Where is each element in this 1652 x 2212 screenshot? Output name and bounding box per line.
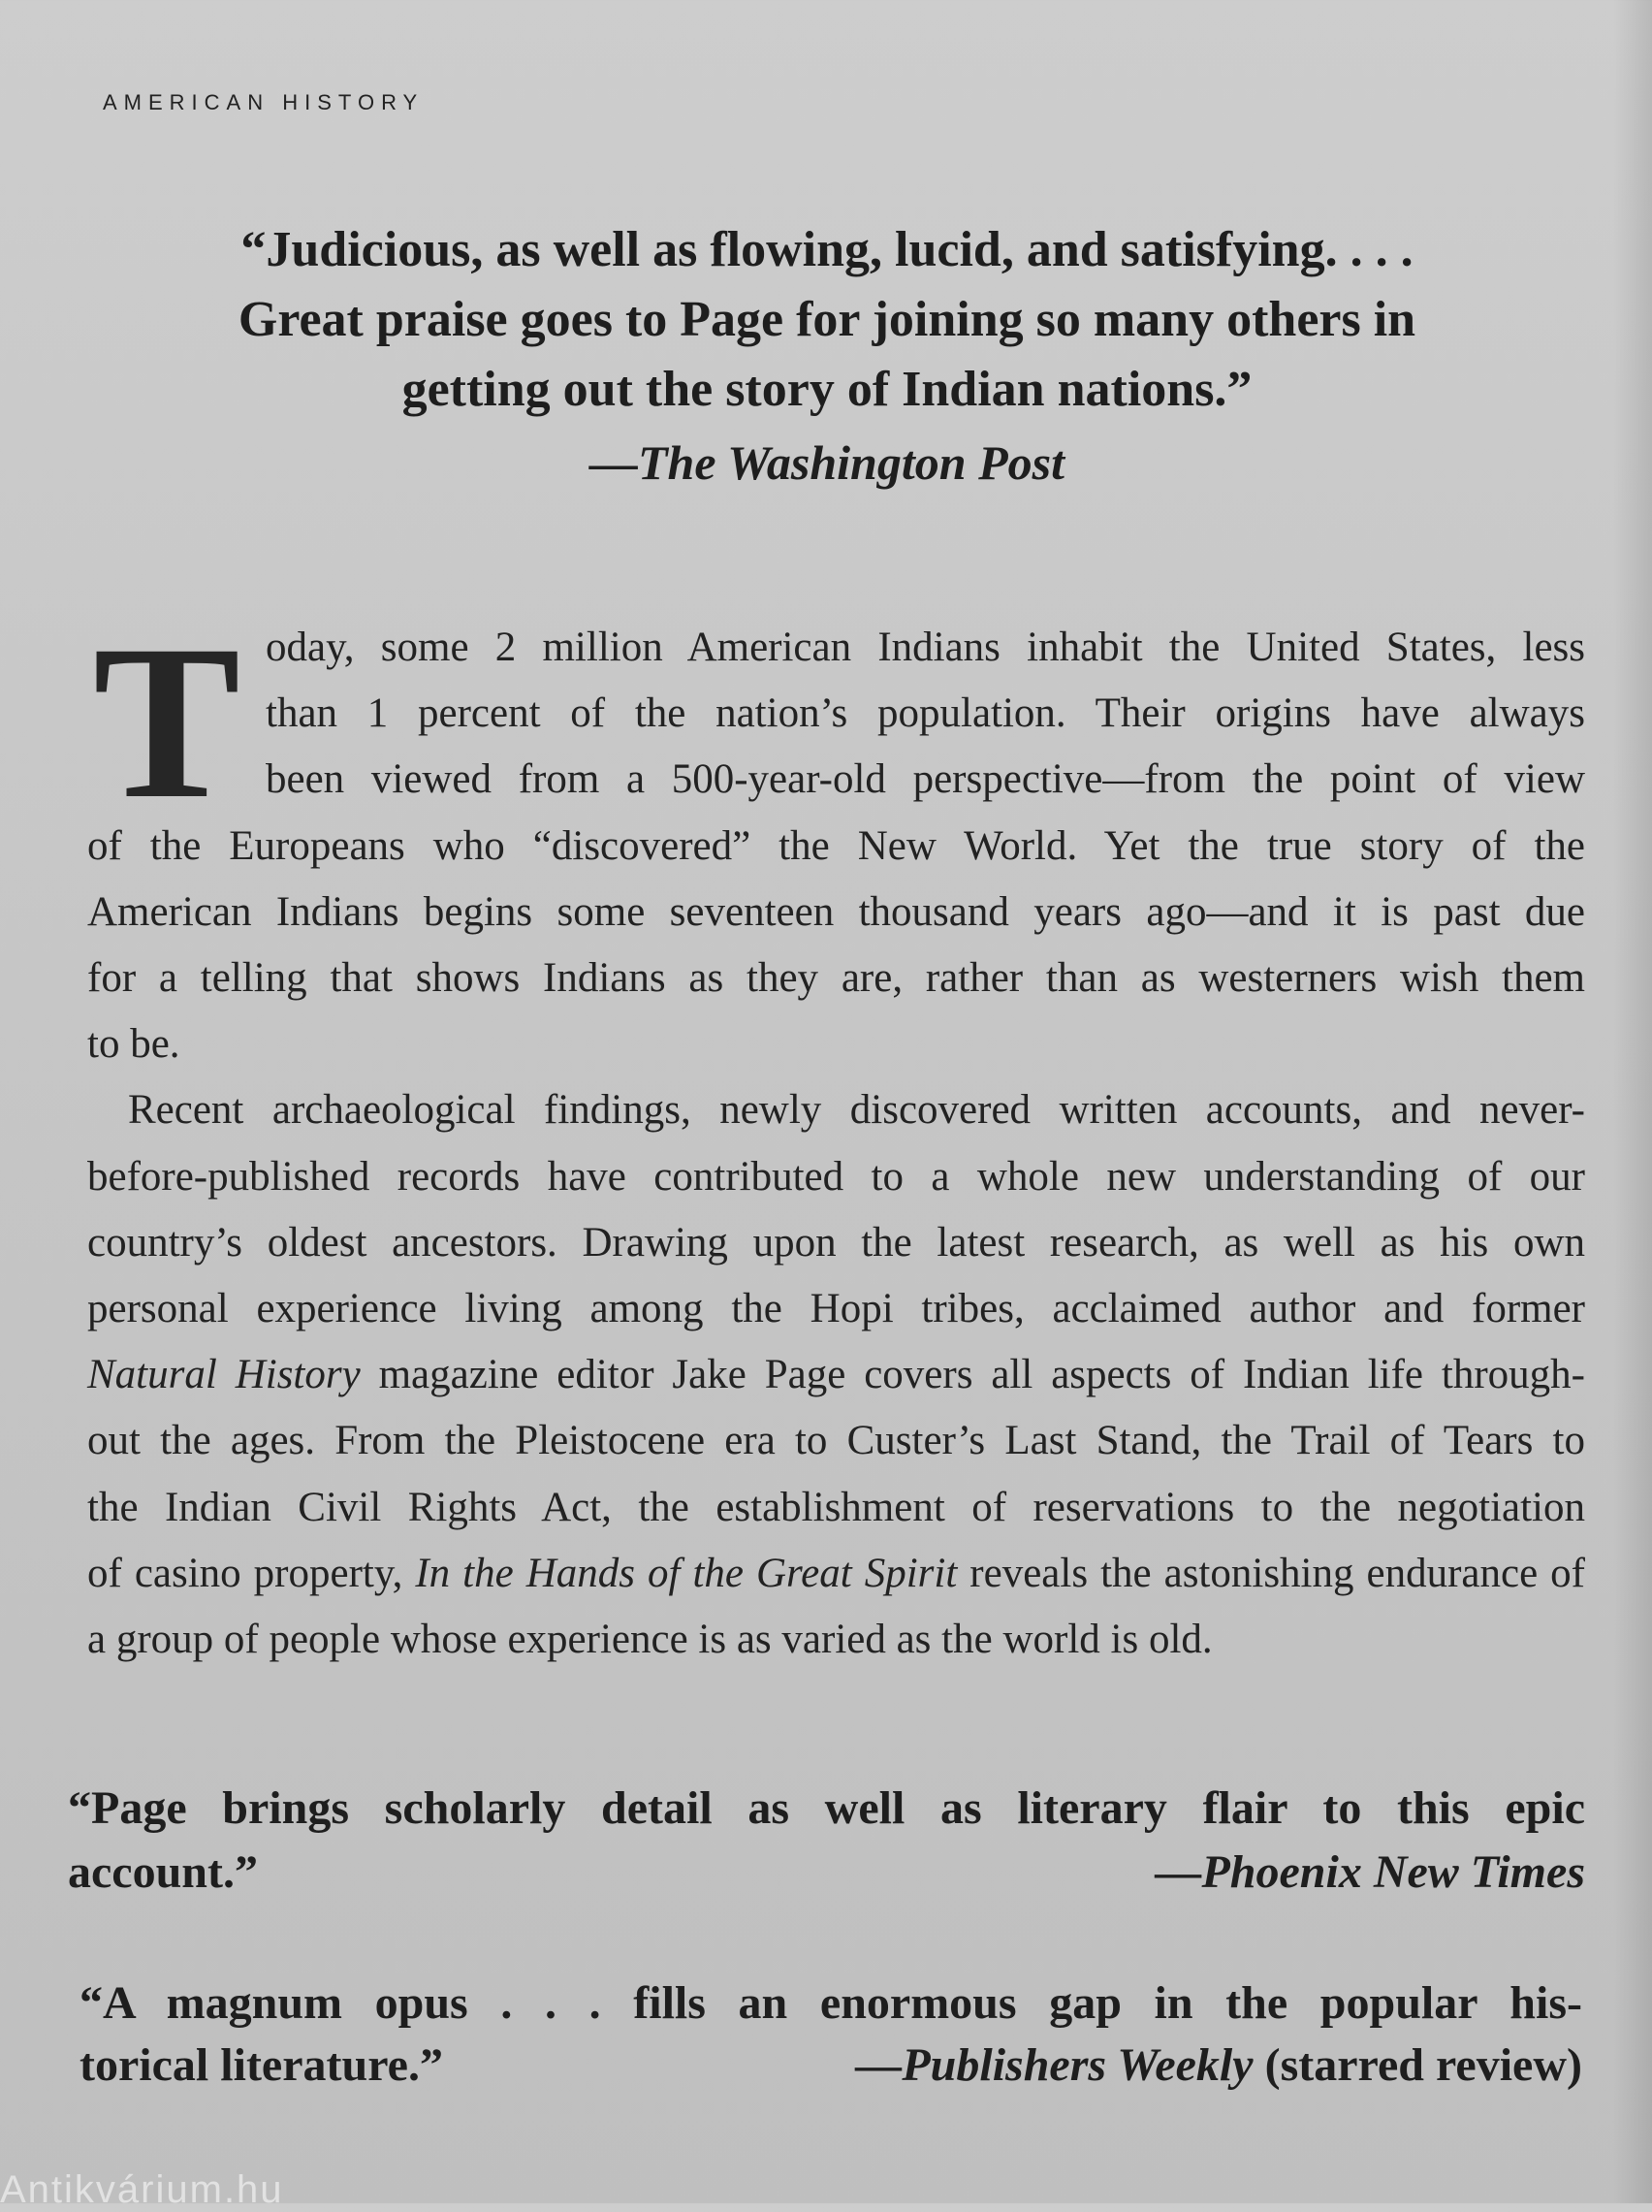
text-line: for a telling that shows Indians as they are, rather than as westerners wish them (87, 955, 1585, 1002)
text-line: oday, some 2 million American Indians inhabit the United States, less (266, 625, 1585, 670)
drop-cap: T (93, 600, 241, 845)
page-edge-shadow (1613, 0, 1652, 2203)
book-description (87, 600, 1585, 1673)
text-line: personal experience living among the Hopi tribes, acclaimed author and former (87, 1286, 1585, 1332)
description-paragraph-1 (87, 600, 1585, 1077)
text-line (87, 1541, 1585, 1607)
text-line: out the ages. From the Pleistocene era to Custer’s Last Stand, the Trail of Tears to (87, 1418, 1585, 1464)
quote-line: “A magnum opus . . . fills an enormous gap in the popular his- (79, 1977, 1582, 2029)
quote-line: account.” (68, 1846, 258, 1898)
review-source-note: (starred review) (1253, 2039, 1582, 2091)
quote-line: Great praise goes to Page for joining so many others in (238, 292, 1416, 347)
quote-closing-row (79, 2035, 1582, 2097)
description-paragraph-2 (87, 1077, 1585, 1673)
text-line: of the Europeans who “discovered” the New World. Yet the true story of the (87, 822, 1585, 869)
watermark: Antikvárium.hu (0, 2168, 284, 2211)
quote-line: “Page brings scholarly detail as well as literary flair to this epic (68, 1782, 1585, 1834)
quote-line: “Judicious, as well as flowing, lucid, and satisfying. . . . (240, 222, 1414, 277)
text-segment: of casino property, (87, 1550, 416, 1596)
text-line: to be. (87, 1021, 180, 1068)
text-line: American Indians begins some seventeen thousand years ago—and it is past due (87, 888, 1585, 935)
magazine-title: Natural History (87, 1352, 361, 1398)
text-line: than 1 percent of the nation’s population. Their origins have always (266, 690, 1585, 737)
text-line: Recent archaeological findings, newly discovered written accounts, and never- (128, 1087, 1585, 1134)
review-source (855, 2035, 1582, 2097)
text-line: been viewed from a 500-year-old perspective—from the point of view (266, 756, 1585, 803)
text-line: country’s oldest ancestors. Drawing upon the latest research, as well as his own (87, 1219, 1585, 1266)
washington-post-attribution: —The Washington Post (589, 435, 1064, 490)
review-source-name: —Publishers Weekly (855, 2039, 1254, 2091)
phoenix-new-times-review (68, 1777, 1585, 1905)
text-segment: reveals the astonishing endurance of (957, 1550, 1585, 1596)
quote-line: torical literature.” (79, 2039, 443, 2091)
review-source: —Phoenix New Times (1155, 1846, 1585, 1898)
quote-closing-row (68, 1841, 1585, 1905)
text-line: a group of people whose experience is as varied as the world is old. (87, 1617, 1213, 1663)
text-segment: magazine editor Jake Page covers all aspects of Indian life through- (360, 1352, 1585, 1398)
publishers-weekly-review (79, 1972, 1582, 2097)
quote-line: getting out the story of Indian nations.” (401, 362, 1253, 417)
category-label: AMERICAN HISTORY (103, 90, 425, 114)
text-line (87, 1342, 1585, 1408)
text-line: before-published records have contributed to a whole new understanding of our (87, 1153, 1585, 1200)
book-title: In the Hands of the Great Spirit (415, 1550, 958, 1596)
washington-post-quote (85, 215, 1569, 425)
text-line: the Indian Civil Rights Act, the establishment of reservations to the negotiation (87, 1484, 1585, 1530)
